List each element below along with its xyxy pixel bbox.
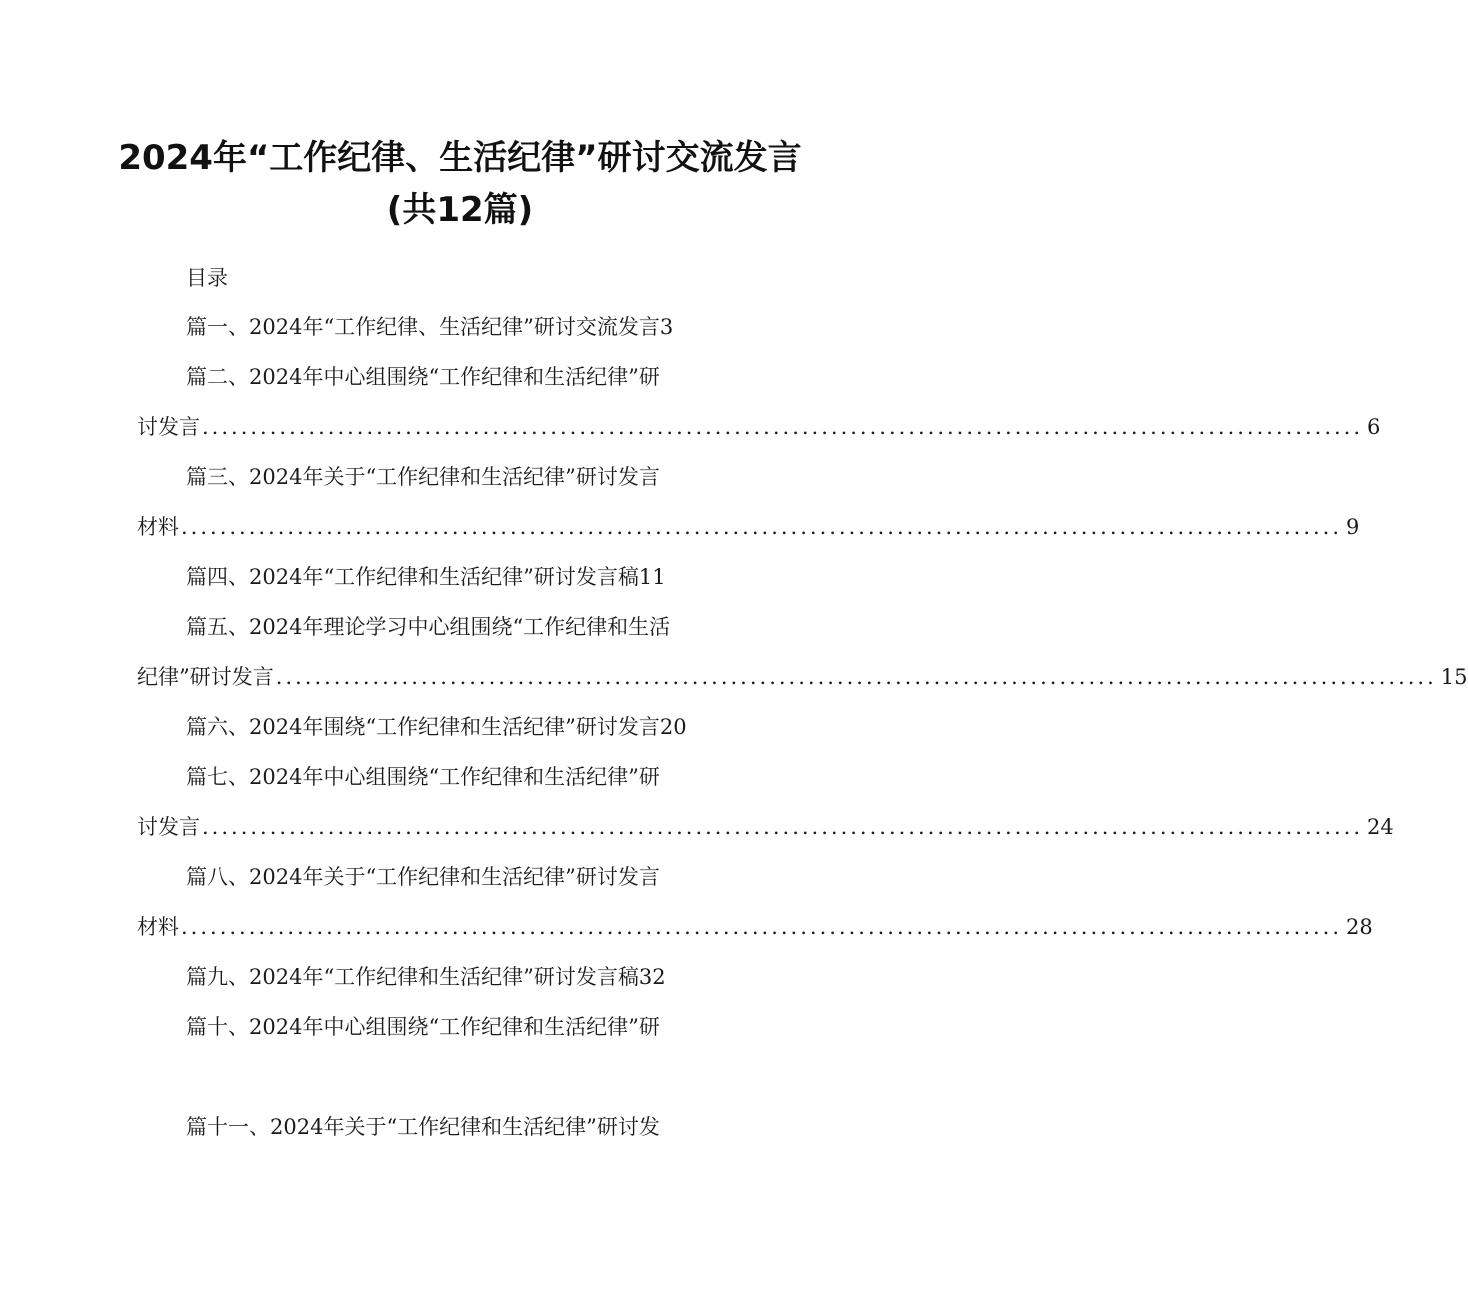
toc-entry-text: 讨发言	[137, 815, 200, 839]
toc-entry-8-continuation	[137, 913, 1373, 941]
dot-leader: ........................................................................................................................	[181, 515, 1343, 539]
toc-entry-text: 纪律”研讨发言	[137, 665, 274, 689]
toc-entry-10: 篇十、2024年中心组围绕“工作纪律和生活纪律”研	[186, 1015, 660, 1039]
toc-entry-5-continuation	[137, 663, 1468, 691]
toc-entry-11: 篇十一、2024年关于“工作纪律和生活纪律”研讨发	[186, 1115, 660, 1139]
toc-entry-9: 篇九、2024年“工作纪律和生活纪律”研讨发言稿32	[186, 965, 666, 989]
toc-page-number: 28	[1346, 915, 1373, 939]
dot-leader: ........................................................................................................................	[275, 665, 1437, 689]
dot-leader: ........................................................................................................................	[181, 915, 1343, 939]
toc-entry-text: 材料	[137, 515, 179, 539]
toc-entry-7-continuation	[137, 813, 1394, 841]
toc-entry-8: 篇八、2024年关于“工作纪律和生活纪律”研讨发言	[186, 865, 660, 889]
toc-entry-4: 篇四、2024年“工作纪律和生活纪律”研讨发言稿11	[186, 565, 666, 589]
toc-entry-1: 篇一、2024年“工作纪律、生活纪律”研讨交流发言3	[186, 315, 674, 339]
toc-entry-3: 篇三、2024年关于“工作纪律和生活纪律”研讨发言	[186, 465, 660, 489]
toc-entry-7: 篇七、2024年中心组围绕“工作纪律和生活纪律”研	[186, 765, 660, 789]
toc-entry-5: 篇五、2024年理论学习中心组围绕“工作纪律和生活	[186, 615, 671, 639]
toc-entry-text: 材料	[137, 915, 179, 939]
dot-leader: ........................................................................................................................	[202, 815, 1364, 839]
toc-page-number: 15	[1440, 665, 1468, 689]
document-subtitle: (共12篇)	[386, 190, 534, 230]
toc-page-number: 24	[1367, 815, 1394, 839]
toc-entry-text: 讨发言	[137, 415, 200, 439]
toc-entry-2-continuation	[137, 413, 1381, 441]
document-title: 2024年“工作纪律、生活纪律”研讨交流发言	[118, 138, 802, 178]
toc-entry-2: 篇二、2024年中心组围绕“工作纪律和生活纪律”研	[186, 365, 660, 389]
toc-heading: 目录	[186, 266, 228, 290]
toc-page-number: 6	[1367, 415, 1381, 439]
toc-entry-3-continuation	[137, 513, 1360, 541]
dot-leader: ........................................................................................................................	[202, 415, 1364, 439]
toc-entry-6: 篇六、2024年围绕“工作纪律和生活纪律”研讨发言20	[186, 715, 687, 739]
toc-page-number: 9	[1346, 515, 1360, 539]
